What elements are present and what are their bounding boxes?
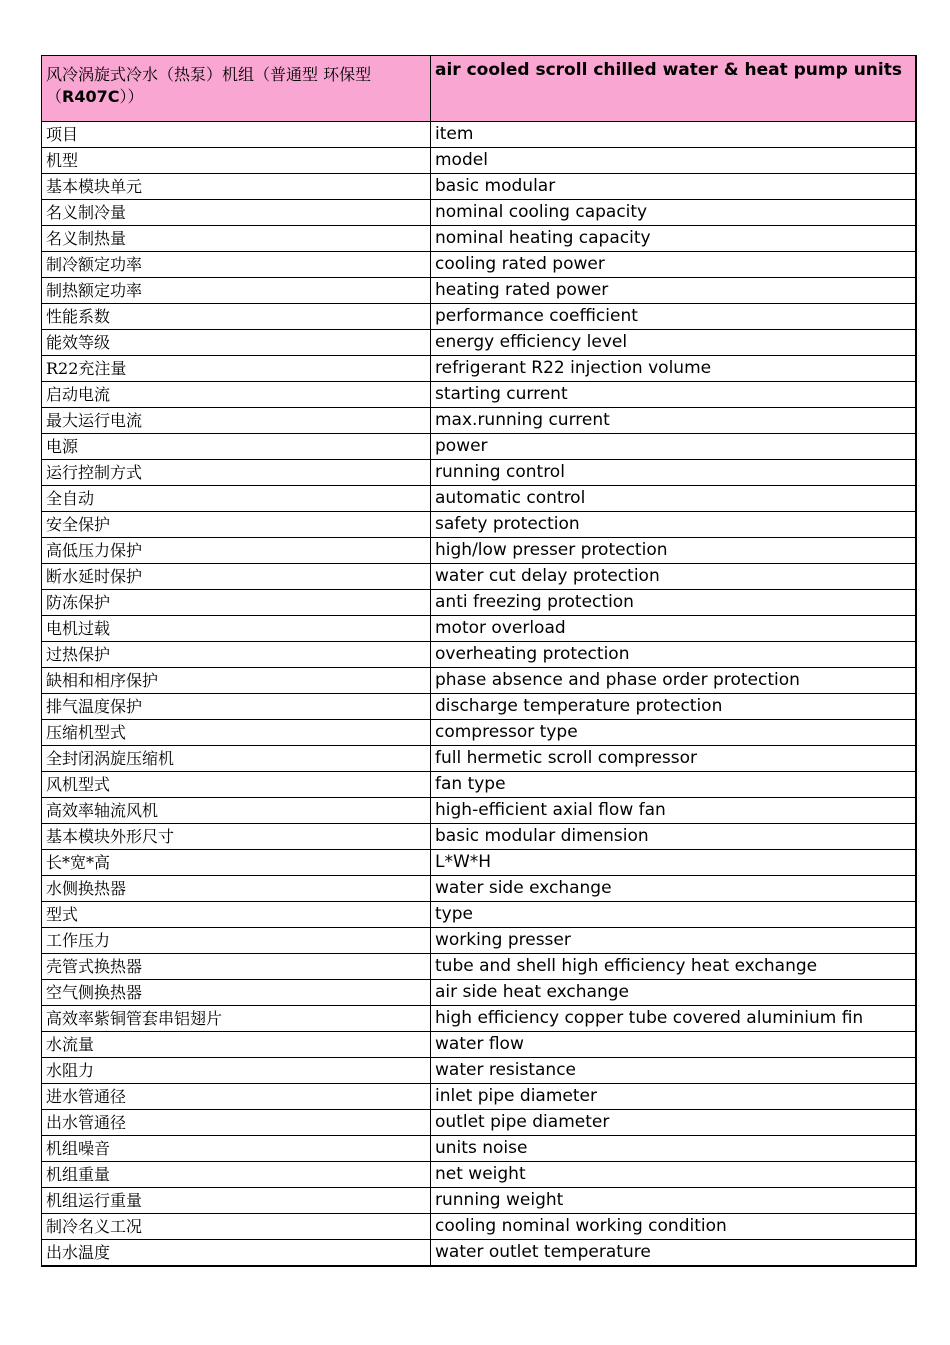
- term-en-cell: anti freezing protection: [431, 590, 917, 616]
- table-row: [42, 486, 917, 512]
- term-zh-cell: 空气侧换热器: [42, 980, 431, 1006]
- term-zh-cell: 安全保护: [42, 512, 431, 538]
- term-zh-cell: 防冻保护: [42, 590, 431, 616]
- table-row: [42, 1006, 917, 1032]
- table-row: [42, 954, 917, 980]
- term-zh-cell: 制热额定功率: [42, 278, 431, 304]
- table-row: [42, 928, 917, 954]
- table-row: [42, 330, 917, 356]
- table-row: [42, 356, 917, 382]
- term-en-cell: basic modular dimension: [431, 824, 917, 850]
- term-zh-cell: 制冷额定功率: [42, 252, 431, 278]
- table-row: [42, 590, 917, 616]
- term-zh-cell: 机组重量: [42, 1162, 431, 1188]
- term-en-cell: inlet pipe diameter: [431, 1084, 917, 1110]
- table-row: [42, 876, 917, 902]
- header-zh-prefix: 风冷涡旋式冷水（热泵）机组（普通型 环保型（: [46, 65, 372, 106]
- table-row: [42, 226, 917, 252]
- table-row: [42, 434, 917, 460]
- table-row: [42, 746, 917, 772]
- term-zh-cell: 启动电流: [42, 382, 431, 408]
- term-zh-cell: 风机型式: [42, 772, 431, 798]
- term-en-cell: water cut delay protection: [431, 564, 917, 590]
- table-row: [42, 1240, 917, 1267]
- term-zh-cell: 机组运行重量: [42, 1188, 431, 1214]
- header-zh-refrigerant: R407C: [62, 87, 120, 106]
- term-en-cell: high efficiency copper tube covered aluminium fin: [431, 1006, 917, 1032]
- term-zh-cell: 进水管通径: [42, 1084, 431, 1110]
- term-zh-cell: 水阻力: [42, 1058, 431, 1084]
- table-row: [42, 824, 917, 850]
- table-row: [42, 1188, 917, 1214]
- term-zh-cell: 型式: [42, 902, 431, 928]
- term-en-cell: type: [431, 902, 917, 928]
- term-zh-cell: 能效等级: [42, 330, 431, 356]
- table-row: [42, 512, 917, 538]
- term-en-cell: energy efficiency level: [431, 330, 917, 356]
- term-zh-cell: 出水管通径: [42, 1110, 431, 1136]
- table-row: [42, 616, 917, 642]
- term-zh-cell: 电源: [42, 434, 431, 460]
- term-zh-cell: 基本模块单元: [42, 174, 431, 200]
- term-zh-cell: 出水温度: [42, 1240, 431, 1267]
- term-zh-cell: 名义制热量: [42, 226, 431, 252]
- term-en-cell: nominal cooling capacity: [431, 200, 917, 226]
- table-row: [42, 382, 917, 408]
- table-row: [42, 1110, 917, 1136]
- term-zh-cell: 水侧换热器: [42, 876, 431, 902]
- term-zh-cell: 制冷名义工况: [42, 1214, 431, 1240]
- term-zh-cell: 压缩机型式: [42, 720, 431, 746]
- term-en-cell: high/low presser protection: [431, 538, 917, 564]
- term-zh-cell: 全封闭涡旋压缩机: [42, 746, 431, 772]
- table-row: [42, 252, 917, 278]
- term-en-cell: full hermetic scroll compressor: [431, 746, 917, 772]
- term-zh-cell: 工作压力: [42, 928, 431, 954]
- term-en-cell: nominal heating capacity: [431, 226, 917, 252]
- term-en-cell: overheating protection: [431, 642, 917, 668]
- table-row: [42, 642, 917, 668]
- table-row: [42, 304, 917, 330]
- term-en-cell: compressor type: [431, 720, 917, 746]
- term-en-cell: cooling nominal working condition: [431, 1214, 917, 1240]
- term-en-cell: units noise: [431, 1136, 917, 1162]
- table-row: [42, 148, 917, 174]
- table-row: [42, 1162, 917, 1188]
- term-zh-cell: 高效率紫铜管套串铝翅片: [42, 1006, 431, 1032]
- header-zh-suffix: ））: [119, 87, 144, 106]
- glossary-table: [41, 55, 917, 1267]
- term-en-cell: working presser: [431, 928, 917, 954]
- term-zh-cell: 项目: [42, 122, 431, 148]
- term-en-cell: basic modular: [431, 174, 917, 200]
- term-en-cell: power: [431, 434, 917, 460]
- table-row: [42, 798, 917, 824]
- table-row: [42, 1214, 917, 1240]
- term-en-cell: fan type: [431, 772, 917, 798]
- term-zh-cell: 长*宽*高: [42, 850, 431, 876]
- term-en-cell: item: [431, 122, 917, 148]
- term-en-cell: water flow: [431, 1032, 917, 1058]
- header-row: [42, 56, 917, 122]
- term-en-cell: running weight: [431, 1188, 917, 1214]
- term-zh-cell: 运行控制方式: [42, 460, 431, 486]
- table-row: [42, 278, 917, 304]
- table-row: [42, 174, 917, 200]
- term-en-cell: automatic control: [431, 486, 917, 512]
- term-en-cell: high-efficient axial flow fan: [431, 798, 917, 824]
- term-en-cell: water side exchange: [431, 876, 917, 902]
- term-en-cell: performance coefficient: [431, 304, 917, 330]
- table-row: [42, 408, 917, 434]
- term-zh-cell: 缺相和相序保护: [42, 668, 431, 694]
- term-en-cell: heating rated power: [431, 278, 917, 304]
- table-row: [42, 694, 917, 720]
- term-zh-cell: 性能系数: [42, 304, 431, 330]
- table-row: [42, 902, 917, 928]
- term-zh-cell: 水流量: [42, 1032, 431, 1058]
- table-row: [42, 1136, 917, 1162]
- term-en-cell: air side heat exchange: [431, 980, 917, 1006]
- term-en-cell: water resistance: [431, 1058, 917, 1084]
- term-en-cell: outlet pipe diameter: [431, 1110, 917, 1136]
- term-zh-cell: 名义制冷量: [42, 200, 431, 226]
- term-en-cell: model: [431, 148, 917, 174]
- term-en-cell: safety protection: [431, 512, 917, 538]
- term-zh-cell: 基本模块外形尺寸: [42, 824, 431, 850]
- term-en-cell: motor overload: [431, 616, 917, 642]
- term-zh-cell: 机组噪音: [42, 1136, 431, 1162]
- term-en-cell: net weight: [431, 1162, 917, 1188]
- term-en-cell: starting current: [431, 382, 917, 408]
- table-row: [42, 980, 917, 1006]
- term-en-cell: discharge temperature protection: [431, 694, 917, 720]
- table-row: [42, 850, 917, 876]
- table-row: [42, 668, 917, 694]
- term-zh-cell: 高效率轴流风机: [42, 798, 431, 824]
- term-zh-cell: 壳管式换热器: [42, 954, 431, 980]
- term-en-cell: tube and shell high efficiency heat exchange: [431, 954, 917, 980]
- table-row: [42, 460, 917, 486]
- table-row: [42, 564, 917, 590]
- table-body: [42, 56, 917, 1267]
- table-row: [42, 1032, 917, 1058]
- term-en-cell: L*W*H: [431, 850, 917, 876]
- header-zh-cell: [42, 56, 431, 122]
- table-row: [42, 538, 917, 564]
- table-row: [42, 772, 917, 798]
- term-en-cell: water outlet temperature: [431, 1240, 917, 1267]
- term-zh-cell: 电机过载: [42, 616, 431, 642]
- term-en-cell: running control: [431, 460, 917, 486]
- term-en-cell: refrigerant R22 injection volume: [431, 356, 917, 382]
- term-zh-cell: 机型: [42, 148, 431, 174]
- term-zh-cell: 最大运行电流: [42, 408, 431, 434]
- term-zh-cell: 排气温度保护: [42, 694, 431, 720]
- term-zh-cell: 断水延时保护: [42, 564, 431, 590]
- term-zh-cell: 过热保护: [42, 642, 431, 668]
- term-zh-cell: R22充注量: [42, 356, 431, 382]
- term-en-cell: phase absence and phase order protection: [431, 668, 917, 694]
- table-row: [42, 1058, 917, 1084]
- header-en-cell: air cooled scroll chilled water & heat pump units: [431, 56, 917, 122]
- table-row: [42, 122, 917, 148]
- term-zh-cell: 高低压力保护: [42, 538, 431, 564]
- table-row: [42, 1084, 917, 1110]
- term-zh-cell: 全自动: [42, 486, 431, 512]
- term-en-cell: cooling rated power: [431, 252, 917, 278]
- term-en-cell: max.running current: [431, 408, 917, 434]
- table-row: [42, 200, 917, 226]
- table-row: [42, 720, 917, 746]
